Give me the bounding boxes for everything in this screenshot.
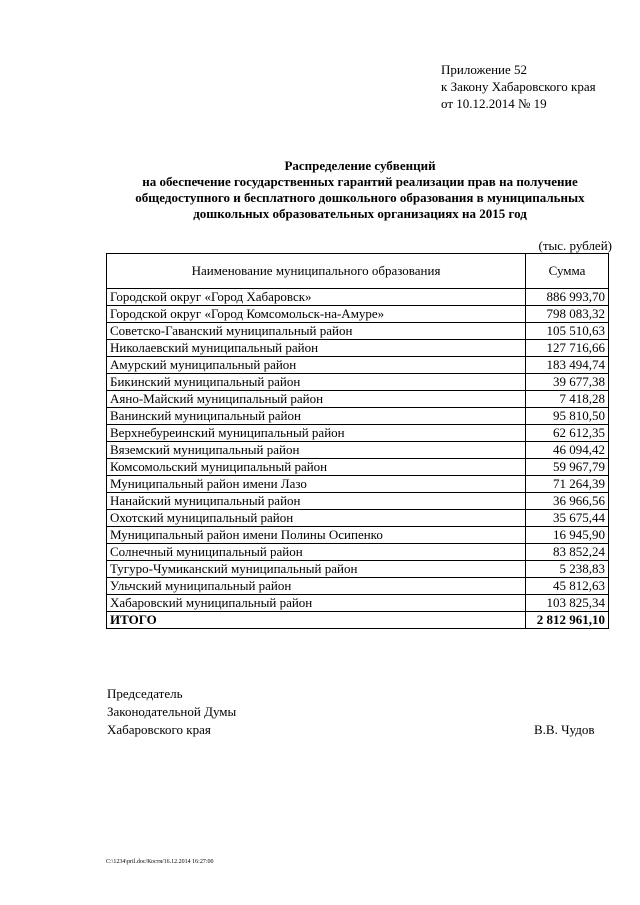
row-name: Комсомольский муниципальный район <box>107 459 526 476</box>
row-sum: 45 812,63 <box>526 578 609 595</box>
table-row <box>107 357 609 374</box>
row-sum: 36 966,56 <box>526 493 609 510</box>
table-header-row <box>107 254 609 289</box>
total-sum: 2 812 961,10 <box>526 612 609 629</box>
table-row <box>107 476 609 493</box>
appendix-law: к Закону Хабаровского края <box>441 79 596 94</box>
total-label: ИТОГО <box>107 612 526 629</box>
row-sum: 105 510,63 <box>526 323 609 340</box>
title-line-2: на обеспечение государственных гарантий реализации прав на получение <box>142 174 578 189</box>
row-name: Амурский муниципальный район <box>107 357 526 374</box>
table-row <box>107 459 609 476</box>
row-name: Городской округ «Город Хабаровск» <box>107 289 526 306</box>
signature-block <box>107 685 236 739</box>
appendix-number: Приложение 52 <box>441 62 528 77</box>
subvention-table <box>106 253 609 629</box>
units-label: (тыс. рублей) <box>538 238 612 253</box>
table-row <box>107 595 609 612</box>
signature-position-1: Председатель <box>107 686 183 701</box>
table-row <box>107 323 609 340</box>
table-row <box>107 561 609 578</box>
table-row <box>107 578 609 595</box>
table-row <box>107 442 609 459</box>
row-name: Николаевский муниципальный район <box>107 340 526 357</box>
signer-name: В.В. Чудов <box>534 722 595 737</box>
table-row <box>107 544 609 561</box>
row-name: Советско-Гаванский муниципальный район <box>107 323 526 340</box>
row-name: Ульчский муниципальный район <box>107 578 526 595</box>
row-sum: 95 810,50 <box>526 408 609 425</box>
row-name: Вяземский муниципальный район <box>107 442 526 459</box>
header-sum: Сумма <box>526 254 609 289</box>
row-sum: 183 494,74 <box>526 357 609 374</box>
row-sum: 7 418,28 <box>526 391 609 408</box>
row-name: Бикинский муниципальный район <box>107 374 526 391</box>
title-line-3: общедоступного и бесплатного дошкольного образования в муниципальных <box>135 190 585 205</box>
table-body <box>107 289 609 629</box>
table-row <box>107 374 609 391</box>
table-row <box>107 527 609 544</box>
row-sum: 16 945,90 <box>526 527 609 544</box>
appendix-date: от 10.12.2014 № 19 <box>441 96 547 111</box>
row-name: Охотский муниципальный район <box>107 510 526 527</box>
row-sum: 83 852,24 <box>526 544 609 561</box>
row-name: Верхнебуреинский муниципальный район <box>107 425 526 442</box>
row-name: Тугуро-Чумиканский муниципальный район <box>107 561 526 578</box>
signature-position-2: Законодательной Думы <box>107 704 237 719</box>
table-row <box>107 408 609 425</box>
total-row <box>107 612 609 629</box>
row-name: Солнечный муниципальный район <box>107 544 526 561</box>
row-sum: 59 967,79 <box>526 459 609 476</box>
table-row <box>107 340 609 357</box>
signature-position-3: Хабаровского края <box>107 722 211 737</box>
table-row <box>107 493 609 510</box>
row-sum: 127 716,66 <box>526 340 609 357</box>
row-sum: 35 675,44 <box>526 510 609 527</box>
row-name: Муниципальный район имени Полины Осипенко <box>107 527 526 544</box>
row-name: Ванинский муниципальный район <box>107 408 526 425</box>
table-row <box>107 510 609 527</box>
table-row <box>107 306 609 323</box>
row-sum: 5 238,83 <box>526 561 609 578</box>
header-name: Наименование муниципального образования <box>107 254 526 289</box>
title-line-1: Распределение субвенций <box>284 158 436 173</box>
document-title <box>100 158 620 222</box>
row-name: Хабаровский муниципальный район <box>107 595 526 612</box>
row-name: Муниципальный район имени Лазо <box>107 476 526 493</box>
table-row <box>107 391 609 408</box>
row-name: Аяно-Майский муниципальный район <box>107 391 526 408</box>
row-sum: 62 612,35 <box>526 425 609 442</box>
table-row <box>107 289 609 306</box>
table-row <box>107 425 609 442</box>
row-sum: 886 993,70 <box>526 289 609 306</box>
row-sum: 798 083,32 <box>526 306 609 323</box>
file-path-footer: C:\1234\pril.doc/Костя/16.12.2014 16:27:00 <box>106 859 214 865</box>
appendix-header <box>441 61 596 112</box>
row-sum: 39 677,38 <box>526 374 609 391</box>
row-sum: 71 264,39 <box>526 476 609 493</box>
row-name: Городской округ «Город Комсомольск-на-Амуре» <box>107 306 526 323</box>
row-sum: 46 094,42 <box>526 442 609 459</box>
row-sum: 103 825,34 <box>526 595 609 612</box>
title-line-4: дошкольных образовательных организациях на 2015 год <box>193 206 527 221</box>
row-name: Нанайский муниципальный район <box>107 493 526 510</box>
